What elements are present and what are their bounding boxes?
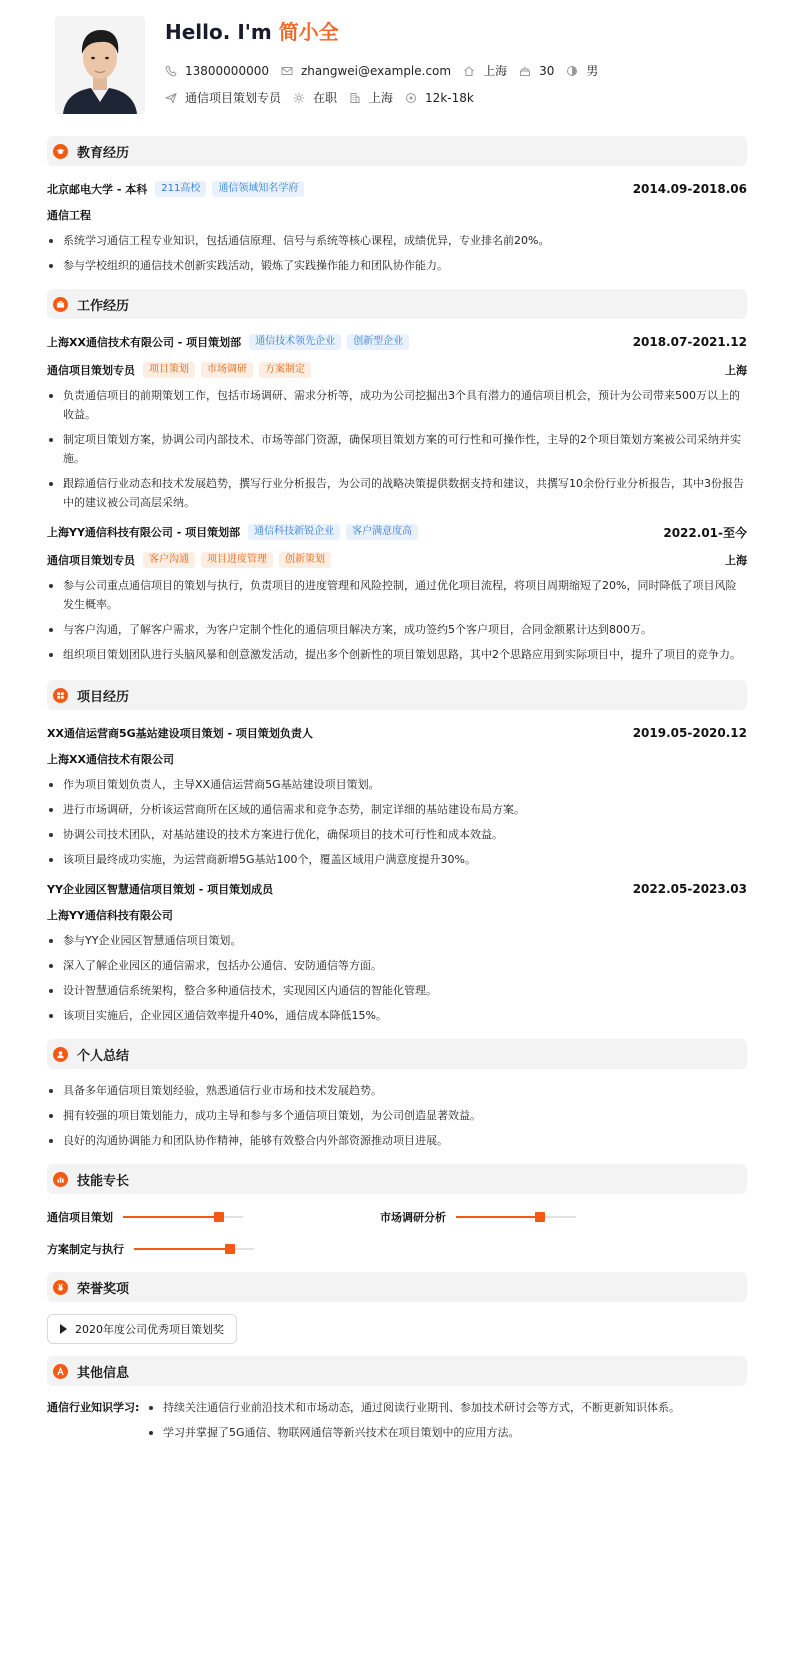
project-entry [47,879,747,1025]
project-entry [47,723,747,869]
role-row [47,360,747,380]
award-badge [47,1314,237,1344]
role-tag: 项目策划 [143,362,195,378]
section-header [47,1164,747,1194]
briefcase-icon [53,297,68,312]
company-name: 上海YY通信科技有限公司 - 项目策划部 [47,526,241,539]
work-entry [47,332,747,512]
work-city-info [349,89,393,106]
gender-text: 男 [586,64,599,78]
skills-list [47,1204,747,1268]
list-item: 良好的沟通协调能力和团队协作精神，能够有效整合内外部资源推动项目进展。 [47,1131,747,1150]
major-name: 通信工程 [47,209,91,222]
email-info [281,64,451,78]
awards-section [47,1272,747,1344]
section-header [47,680,747,710]
summary-section [47,1039,747,1150]
project-date: 2019.05-2020.12 [632,726,747,740]
role-left [47,362,317,378]
status-text: 在职 [313,91,338,105]
list-item: 深入了解企业园区的通信需求，包括办公通信、安防通信等方面。 [47,956,747,975]
section-header [47,1356,747,1386]
email-text: zhangwei@example.com [300,63,452,78]
gender-info [566,62,598,79]
letter-a-icon [53,1364,68,1379]
list-item: 进行市场调研，分析该运营商所在区域的通信需求和竞争态势，制定详细的基站建设布局方案。 [47,800,747,819]
triangle-right-icon [60,1324,67,1334]
list-item: 设计智慧通信系统架构，整合多种通信技术，实现园区内通信的智能化管理。 [47,981,747,1000]
role-left [47,552,337,568]
section-header [47,1272,747,1302]
skills-section [47,1164,747,1268]
job-intent-row [165,89,486,106]
list-item: 与客户沟通，了解客户需求，为客户定制个性化的通信项目解决方案，成功签约5个客户项目，合同金额累计达到800万。 [47,620,747,639]
list-item: 系统学习通信工程专业知识，包括通信原理、信号与系统等核心课程，成绩优异，专业排名前20%。 [47,231,747,250]
company-tag: 客户满意度高 [346,524,418,540]
role-tag: 创新策划 [279,552,331,568]
age-info [519,64,554,78]
skill-bar-knob [225,1244,235,1254]
other-info-row [47,1398,747,1448]
section-title: 项目经历 [77,689,130,705]
status-icon [293,92,305,104]
list-item: 跟踪通信行业动态和技术发展趋势，撰写行业分析报告，为公司的战略决策提供数据支持和建议，共撰写10余份行业分析报告，其中3份报告中的建议被公司高层采纳。 [47,474,747,512]
work-header-left [47,334,415,350]
other-bullets [147,1398,747,1448]
list-item: 负责通信项目的前期策划工作，包括市场调研、需求分析等，成功为公司挖掘出3个具有潜力的通信项目机会，预计为公司带来500万以上的收益。 [47,386,747,424]
education-header-left [47,181,310,197]
skill-bar [134,1248,254,1250]
resume-header [47,0,747,128]
education-date: 2014.09-2018.06 [632,182,747,196]
company-name: 上海XX通信技术有限公司 - 项目策划部 [47,336,242,349]
section-title: 工作经历 [77,298,130,314]
list-item: 作为项目策划负责人，主导XX通信运营商5G基站建设项目策划。 [47,775,747,794]
bar-chart-icon [53,1172,68,1187]
school-tag: 211高校 [155,181,206,197]
work-date: 2022.01-至今 [663,525,747,540]
work-date: 2018.07-2021.12 [632,335,747,349]
home-icon [463,65,475,77]
work-bullets [47,576,747,664]
work-location: 上海 [725,364,747,377]
section-header [47,136,747,166]
age-icon [519,65,531,77]
list-item: 参与公司重点通信项目的策划与执行，负责项目的进度管理和风险控制，通过优化项目流程，将项目周期缩短了20%，同时降低了项目风险发生概率。 [47,576,747,614]
school-tag: 通信领域知名学府 [212,181,304,197]
list-item: 协调公司技术团队，对基站建设的技术方案进行优化，确保项目的技术可行性和成本效益。 [47,825,747,844]
work-header-row [47,332,747,352]
position-text: 通信项目策划专员 [185,91,282,105]
role-tag: 市场调研 [201,362,253,378]
greeting-title: Hello. I'm 简小全 [165,20,339,44]
list-item: 该项目最终成功实施，为运营商新增5G基站100个，覆盖区域用户满意度提升30%。 [47,850,747,869]
skill-bar [456,1216,576,1218]
age-text: 30 [539,63,555,78]
project-bullets [47,931,747,1025]
project-header-row [47,879,747,899]
project-bullets [47,775,747,869]
work-bullets [47,386,747,512]
list-item: 学习并掌握了5G通信、物联网通信等新兴技术在项目策划中的应用方法。 [147,1423,747,1442]
position-info [165,89,281,106]
company-tag: 通信科技新锐企业 [248,524,340,540]
graduation-cap-icon [53,144,68,159]
section-title: 技能专长 [77,1173,130,1189]
education-bullets [47,231,747,275]
list-item: 制定项目策划方案，协调公司内部技术、市场等部门资源，确保项目策划方案的可行性和可操作性，主导的2个项目策划方案被公司采纳并实施。 [47,430,747,468]
company-tag: 通信技术领先企业 [249,334,341,350]
list-item: 参与学校组织的通信技术创新实践活动，锻炼了实践操作能力和团队协作能力。 [47,256,747,275]
salary-info [405,91,474,105]
skill-name: 方案制定与执行 [47,1243,124,1256]
section-title: 个人总结 [77,1048,130,1064]
education-section [47,136,747,275]
school-name: 北京邮电大学 - 本科 [47,183,148,196]
other-info-label: 通信行业知识学习: [47,1401,140,1414]
salary-icon [405,92,417,104]
projects-section [47,680,747,1025]
skill-bar-knob [214,1212,224,1222]
section-title: 教育经历 [77,145,130,161]
company-tag: 创新型企业 [347,334,409,350]
salary-text: 12k-18k [425,90,474,105]
project-company: 上海YY通信科技有限公司 [47,909,173,922]
phone-text: 13800000000 [185,63,269,78]
education-entry [47,179,747,275]
work-location: 上海 [725,554,747,567]
skill-name: 市场调研分析 [380,1211,446,1224]
list-item: 该项目实施后，企业园区通信效率提升40%，通信成本降低15%。 [47,1006,747,1025]
section-header [47,289,747,319]
skill-name: 通信项目策划 [47,1211,113,1224]
list-item: 参与YY企业园区智慧通信项目策划。 [47,931,747,950]
work-section [47,289,747,664]
project-name: XX通信运营商5G基站建设项目策划 - 项目策划负责人 [47,727,313,740]
skill-item [380,1204,713,1230]
role-tag: 客户沟通 [143,552,195,568]
phone-info [165,64,269,78]
phone-icon [165,65,177,77]
project-date: 2022.05-2023.03 [632,882,747,896]
role-tag: 方案制定 [259,362,311,378]
skill-bar-fill [123,1216,219,1218]
role-name: 通信项目策划专员 [47,554,135,567]
gender-icon [566,65,578,77]
skill-bar-knob [535,1212,545,1222]
skill-bar-fill [134,1248,230,1250]
profile-photo [55,16,145,114]
skill-bar-fill [456,1216,540,1218]
work-header-left [47,524,424,540]
section-header [47,1039,747,1069]
candidate-name: 简小全 [278,20,339,44]
project-company: 上海XX通信技术有限公司 [47,753,174,766]
list-item: 组织项目策划团队进行头脑风暴和创意激发活动，提出多个创新性的项目策划思路，其中2个思路应用到实际项目中，提升了项目的竞争力。 [47,645,747,664]
project-header-row [47,723,747,743]
section-title: 其他信息 [77,1365,130,1381]
mail-icon [281,65,293,77]
skill-item [47,1236,380,1262]
list-item: 具备多年通信项目策划经验，熟悉通信行业市场和技术发展趋势。 [47,1081,747,1100]
award-text: 2020年度公司优秀项目策划奖 [75,1323,224,1336]
contact-row [165,62,610,79]
role-row [47,550,747,570]
project-name: YY企业园区智慧通信项目策划 - 项目策划成员 [47,883,274,896]
role-tag: 项目进度管理 [201,552,273,568]
grid-icon [53,688,68,703]
role-name: 通信项目策划专员 [47,364,135,377]
work-city-text: 上海 [369,91,394,105]
skill-item [47,1204,380,1230]
education-header-row [47,179,747,199]
send-icon [165,92,177,104]
status-info [293,89,337,106]
medal-icon [53,1280,68,1295]
skill-bar [123,1216,243,1218]
city-info [463,62,507,79]
list-item: 拥有较强的项目策划能力，成功主导和参与多个通信项目策划，为公司创造显著效益。 [47,1106,747,1125]
work-header-row [47,522,747,542]
list-item: 持续关注通信行业前沿技术和市场动态，通过阅读行业期刊、参加技术研讨会等方式，不断更新知识体系。 [147,1398,747,1417]
other-section [47,1356,747,1448]
summary-bullets [47,1081,747,1150]
city-text: 上海 [483,64,508,78]
building-icon [349,92,361,104]
work-entry [47,522,747,664]
section-title: 荣誉奖项 [77,1281,130,1297]
person-icon [53,1047,68,1062]
